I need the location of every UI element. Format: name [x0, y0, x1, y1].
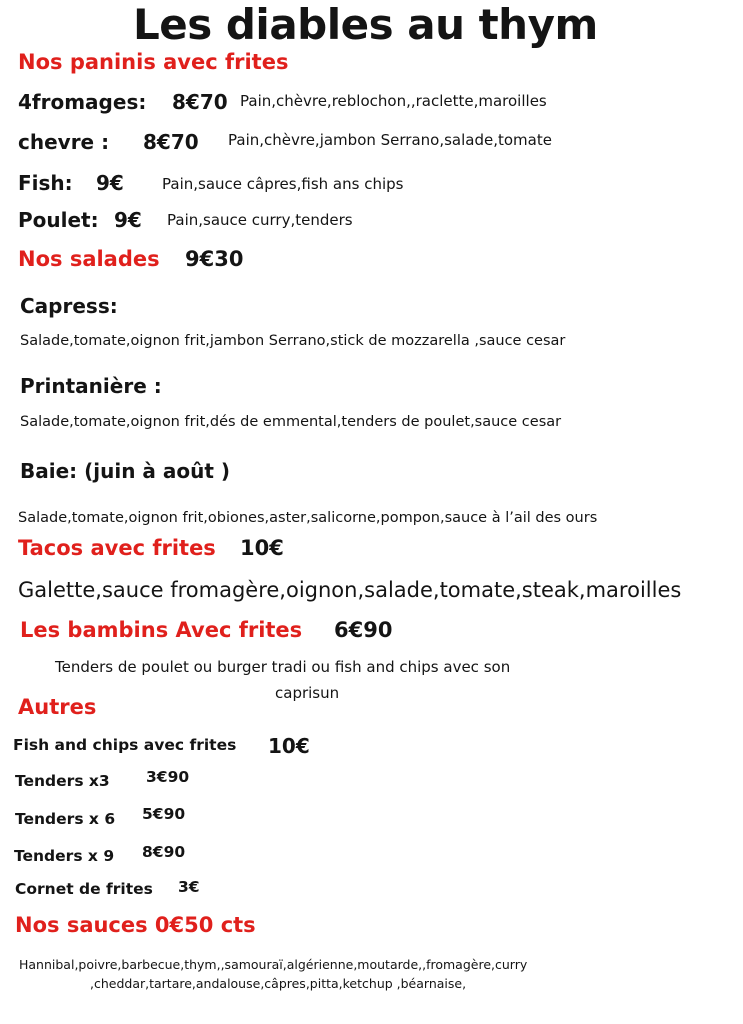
salade-name: Baie: (juin à août )	[20, 459, 231, 483]
autre-name: Tenders x3	[15, 772, 110, 790]
section-heading-tacos: Tacos avec frites	[18, 536, 216, 560]
section-heading-paninis: Nos paninis avec frites	[18, 50, 289, 74]
panini-name: 4fromages:	[18, 90, 147, 114]
section-heading-bambins: Les bambins Avec frites	[20, 618, 303, 642]
autre-price: 5€90	[142, 805, 186, 823]
autre-price: 3€	[178, 878, 200, 896]
autre-name: Fish and chips avec frites	[13, 736, 237, 754]
autre-name: Tenders x 9	[14, 847, 115, 865]
sauces-line2: ,cheddar,tartare,andalouse,câpres,pitta,ketchup ,béarnaise,	[90, 976, 467, 991]
autre-price: 8€90	[142, 843, 186, 861]
tacos-price: 10€	[240, 536, 284, 560]
autre-name: Tenders x 6	[15, 810, 116, 828]
panini-desc: Pain,chèvre,reblochon,,raclette,maroilles	[240, 92, 547, 110]
panini-desc: Pain,sauce câpres,fish ans chips	[162, 175, 404, 193]
panini-name: Poulet:	[18, 208, 99, 232]
tacos-desc: Galette,sauce fromagère,oignon,salade,tomate,steak,maroilles	[18, 578, 682, 602]
salades-price: 9€30	[185, 247, 244, 271]
menu-title: Les diables au thym	[133, 0, 598, 49]
salade-desc: Salade,tomate,oignon frit,obiones,aster,salicorne,pompon,sauce à l’ail des ours	[18, 510, 598, 526]
bambins-desc-line1: Tenders de poulet ou burger tradi ou fish and chips avec son	[55, 658, 511, 676]
section-heading-salades: Nos salades	[18, 247, 160, 271]
panini-name: Fish:	[18, 171, 73, 195]
autre-price: 10€	[268, 734, 310, 758]
sauces-line1: Hannibal,poivre,barbecue,thym,,samouraï,algérienne,moutarde,,fromagère,curry	[19, 957, 528, 972]
panini-price: 8€70	[172, 90, 228, 114]
panini-price: 9€	[96, 171, 124, 195]
autre-price: 3€90	[146, 768, 190, 786]
section-heading-autres: Autres	[18, 695, 97, 719]
panini-desc: Pain,sauce curry,tenders	[167, 211, 353, 229]
salade-name: Capress:	[20, 294, 118, 318]
panini-desc: Pain,chèvre,jambon Serrano,salade,tomate	[228, 131, 552, 149]
salade-name: Printanière :	[20, 374, 162, 398]
salade-desc: Salade,tomate,oignon frit,dés de emmental,tenders de poulet,sauce cesar	[20, 414, 562, 430]
panini-name: chevre :	[18, 130, 110, 154]
bambins-desc-line2: caprisun	[275, 684, 340, 702]
salade-desc: Salade,tomate,oignon frit,jambon Serrano,stick de mozzarella ,sauce cesar	[20, 333, 566, 349]
panini-price: 9€	[114, 208, 142, 232]
autre-name: Cornet de frites	[15, 880, 153, 898]
panini-price: 8€70	[143, 130, 199, 154]
bambins-price: 6€90	[334, 618, 393, 642]
section-heading-sauces: Nos sauces 0€50 cts	[15, 913, 256, 937]
